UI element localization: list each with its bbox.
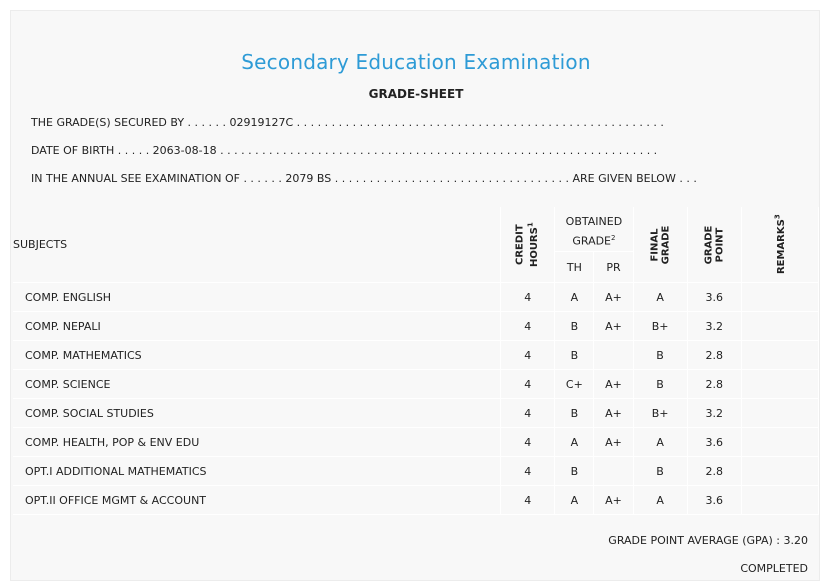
final-cell: B <box>633 370 687 399</box>
th-cell: A <box>555 283 594 312</box>
remarks-cell <box>741 312 818 341</box>
pr-cell: A+ <box>594 486 633 515</box>
pr-header: PR <box>594 252 633 283</box>
credit-cell: 4 <box>501 486 555 515</box>
final-cell: A <box>633 486 687 515</box>
th-cell: A <box>555 486 594 515</box>
final-header-line2: GRADE <box>660 225 672 264</box>
remarks-cell <box>741 341 818 370</box>
credit-cell: 4 <box>501 283 555 312</box>
remarks-cell <box>741 399 818 428</box>
gp-header-line1: GRADE <box>703 225 715 264</box>
remarks-footnote: 3 <box>773 214 782 220</box>
grade-point-header <box>687 207 741 283</box>
table-row <box>13 312 819 341</box>
final-grade-header <box>633 207 687 283</box>
gp-header-line2: POINT <box>714 227 726 262</box>
th-cell: A <box>555 428 594 457</box>
remarks-cell <box>741 486 818 515</box>
table-row <box>13 341 819 370</box>
result-status: COMPLETED <box>740 562 808 575</box>
credit-cell: 4 <box>501 312 555 341</box>
remarks-header-label: REMARKS <box>776 219 788 275</box>
th-cell: B <box>555 399 594 428</box>
th-header: TH <box>555 252 594 283</box>
subject-cell: COMP. ENGLISH <box>13 283 501 312</box>
th-cell: B <box>555 457 594 486</box>
credit-cell: 4 <box>501 428 555 457</box>
credit-hours-header <box>501 207 555 283</box>
subject-cell: OPT.II OFFICE MGMT & ACCOUNT <box>13 486 501 515</box>
pr-cell: A+ <box>594 370 633 399</box>
gp-cell: 3.2 <box>687 312 741 341</box>
remarks-header <box>741 207 818 283</box>
table-row <box>13 399 819 428</box>
final-cell: A <box>633 283 687 312</box>
gp-cell: 3.6 <box>687 486 741 515</box>
grade-sheet-heading: GRADE-SHEET <box>368 87 464 101</box>
credit-cell: 4 <box>501 370 555 399</box>
remarks-cell <box>741 428 818 457</box>
subjects-header: SUBJECTS <box>13 207 501 283</box>
gpa-summary: GRADE POINT AVERAGE (GPA) : 3.20 <box>608 534 808 547</box>
final-header-line1: FINAL <box>649 227 661 262</box>
obtained-grade-header <box>555 207 633 252</box>
date-of-birth-line: DATE OF BIRTH . . . . . 2063-08-18 . . . . . . . . . . . . . . . . . . . . . . . . . . . . . . . . . . . . . . . . . . . . . . . . . . . . . . . . . . . . . . . <box>31 144 658 157</box>
remarks-cell <box>741 457 818 486</box>
final-cell: B <box>633 341 687 370</box>
table-row <box>13 370 819 399</box>
subject-cell: COMP. NEPALI <box>13 312 501 341</box>
table-row <box>13 283 819 312</box>
pr-cell: A+ <box>594 283 633 312</box>
table-header-row <box>13 207 819 252</box>
gp-cell: 2.8 <box>687 457 741 486</box>
pr-cell: A+ <box>594 399 633 428</box>
final-cell: B <box>633 457 687 486</box>
final-cell: B+ <box>633 399 687 428</box>
remarks-cell <box>741 283 818 312</box>
pr-cell: A+ <box>594 428 633 457</box>
pr-cell: A+ <box>594 312 633 341</box>
grades-table <box>13 207 819 515</box>
subject-cell: COMP. SCIENCE <box>13 370 501 399</box>
th-cell: B <box>555 341 594 370</box>
table-row <box>13 428 819 457</box>
subject-cell: COMP. HEALTH, POP & ENV EDU <box>13 428 501 457</box>
pr-cell <box>594 341 633 370</box>
credit-cell: 4 <box>501 457 555 486</box>
credit-cell: 4 <box>501 399 555 428</box>
final-cell: B+ <box>633 312 687 341</box>
secured-by-line: THE GRADE(S) SECURED BY . . . . . . 02919127C . . . . . . . . . . . . . . . . . . . . . . . . . . . . . . . . . . . . . . . . . . . . . . . . . . . . . <box>31 116 664 129</box>
obtained-header-line2: GRADE <box>572 234 612 248</box>
remarks-cell <box>741 370 818 399</box>
obtained-header-line1: OBTAINED <box>565 215 623 228</box>
subject-cell: COMP. SOCIAL STUDIES <box>13 399 501 428</box>
gp-cell: 3.6 <box>687 428 741 457</box>
subject-cell: OPT.I ADDITIONAL MATHEMATICS <box>13 457 501 486</box>
table-row <box>13 486 819 515</box>
grade-sheet <box>10 10 820 581</box>
subject-cell: COMP. MATHEMATICS <box>13 341 501 370</box>
th-cell: C+ <box>555 370 594 399</box>
obtained-footnote: 2 <box>611 234 616 242</box>
gp-cell: 3.2 <box>687 399 741 428</box>
exam-line: IN THE ANNUAL SEE EXAMINATION OF . . . . . . 2079 BS . . . . . . . . . . . . . . . . . . . . . . . . . . . . . . . . . . ARE GIVEN BELOW . . . <box>31 172 697 185</box>
gp-cell: 3.6 <box>687 283 741 312</box>
credit-footnote: 1 <box>527 222 536 227</box>
gp-cell: 2.8 <box>687 341 741 370</box>
gp-cell: 2.8 <box>687 370 741 399</box>
th-cell: B <box>555 312 594 341</box>
exam-title: Secondary Education Examination <box>241 50 591 74</box>
credit-header-line1: CREDIT <box>515 224 527 265</box>
table-row <box>13 457 819 486</box>
credit-header-line2: HOURS <box>529 226 541 267</box>
credit-cell: 4 <box>501 341 555 370</box>
final-cell: A <box>633 428 687 457</box>
pr-cell <box>594 457 633 486</box>
